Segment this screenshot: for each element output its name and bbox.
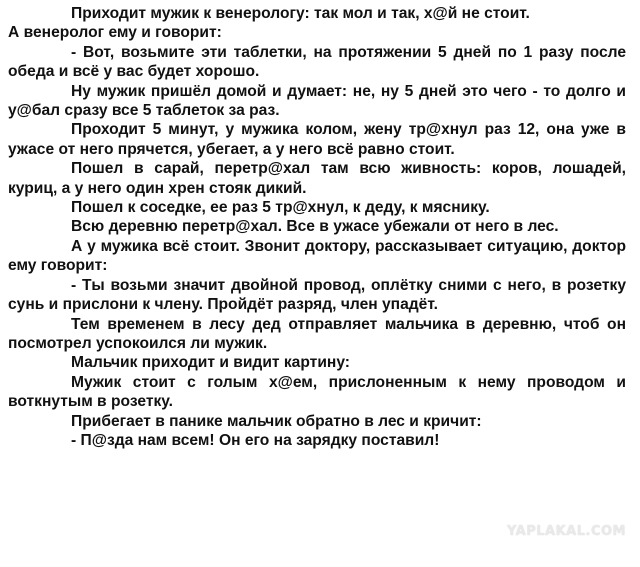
paragraph-9: А у мужика всё стоит. Звонит доктору, рассказывает ситуацию, доктор ему говорит: (8, 237, 626, 275)
site-watermark: YAPLAKAL.COM (507, 524, 626, 539)
paragraph-6: Пошел в сарай, перетр@хал там всю живность: коров, лошадей, куриц, а у него один хрен стояк дикий. (8, 160, 626, 197)
paragraph-11: Тем временем в лесу дед отправляет мальчика в деревню, чтоб он посмотрел успокоился ли мужик. (8, 315, 626, 352)
joke-text (8, 4, 626, 450)
paragraph-12: Мальчик приходит и видит картину: (71, 354, 350, 372)
paragraph-10: - Ты возьми значит двойной провод, оплётку сними с него, в розетку сунь и прислони к члену. Пройдёт разряд, член упадёт. (8, 276, 626, 314)
paragraph-13: Мужик стоит с голым х@ем, прислоненным к нему проводом и воткнутым в розетку. (8, 373, 626, 411)
paragraph-1: Приходит мужик к венерологу: так мол и так, х@й не стоит. (71, 5, 530, 22)
paragraph-15: - П@зда нам всем! Он его на зарядку поставил! (71, 431, 440, 449)
paragraph-8: Всю деревню перетр@хал. Все в ужасе убежали от него в лес. (71, 218, 559, 236)
paragraph-5: Проходит 5 минут, у мужика колом, жену тр@хнул раз 12, она уже в ужасе от него прячется, убегает, а у него всё равно стоит. (8, 121, 626, 158)
paragraph-2: А венеролог ему и говорит: (8, 24, 222, 42)
paragraph-3: - Вот, возьмите эти таблетки, на протяжении 5 дней по 1 разу после обеда и всё у вас будет хорошо. (8, 43, 626, 81)
paragraph-14: Прибегает в панике мальчик обратно в лес и кричит: (71, 412, 482, 430)
paragraph-4: Ну мужик пришёл домой и думает: не, ну 5 дней это чего - то долго и у@бал сразу все 5 таблеток за раз. (8, 82, 626, 120)
paragraph-7: Пошел к соседке, ее раз 5 тр@хнул, к деду, к мяснику. (71, 199, 490, 217)
